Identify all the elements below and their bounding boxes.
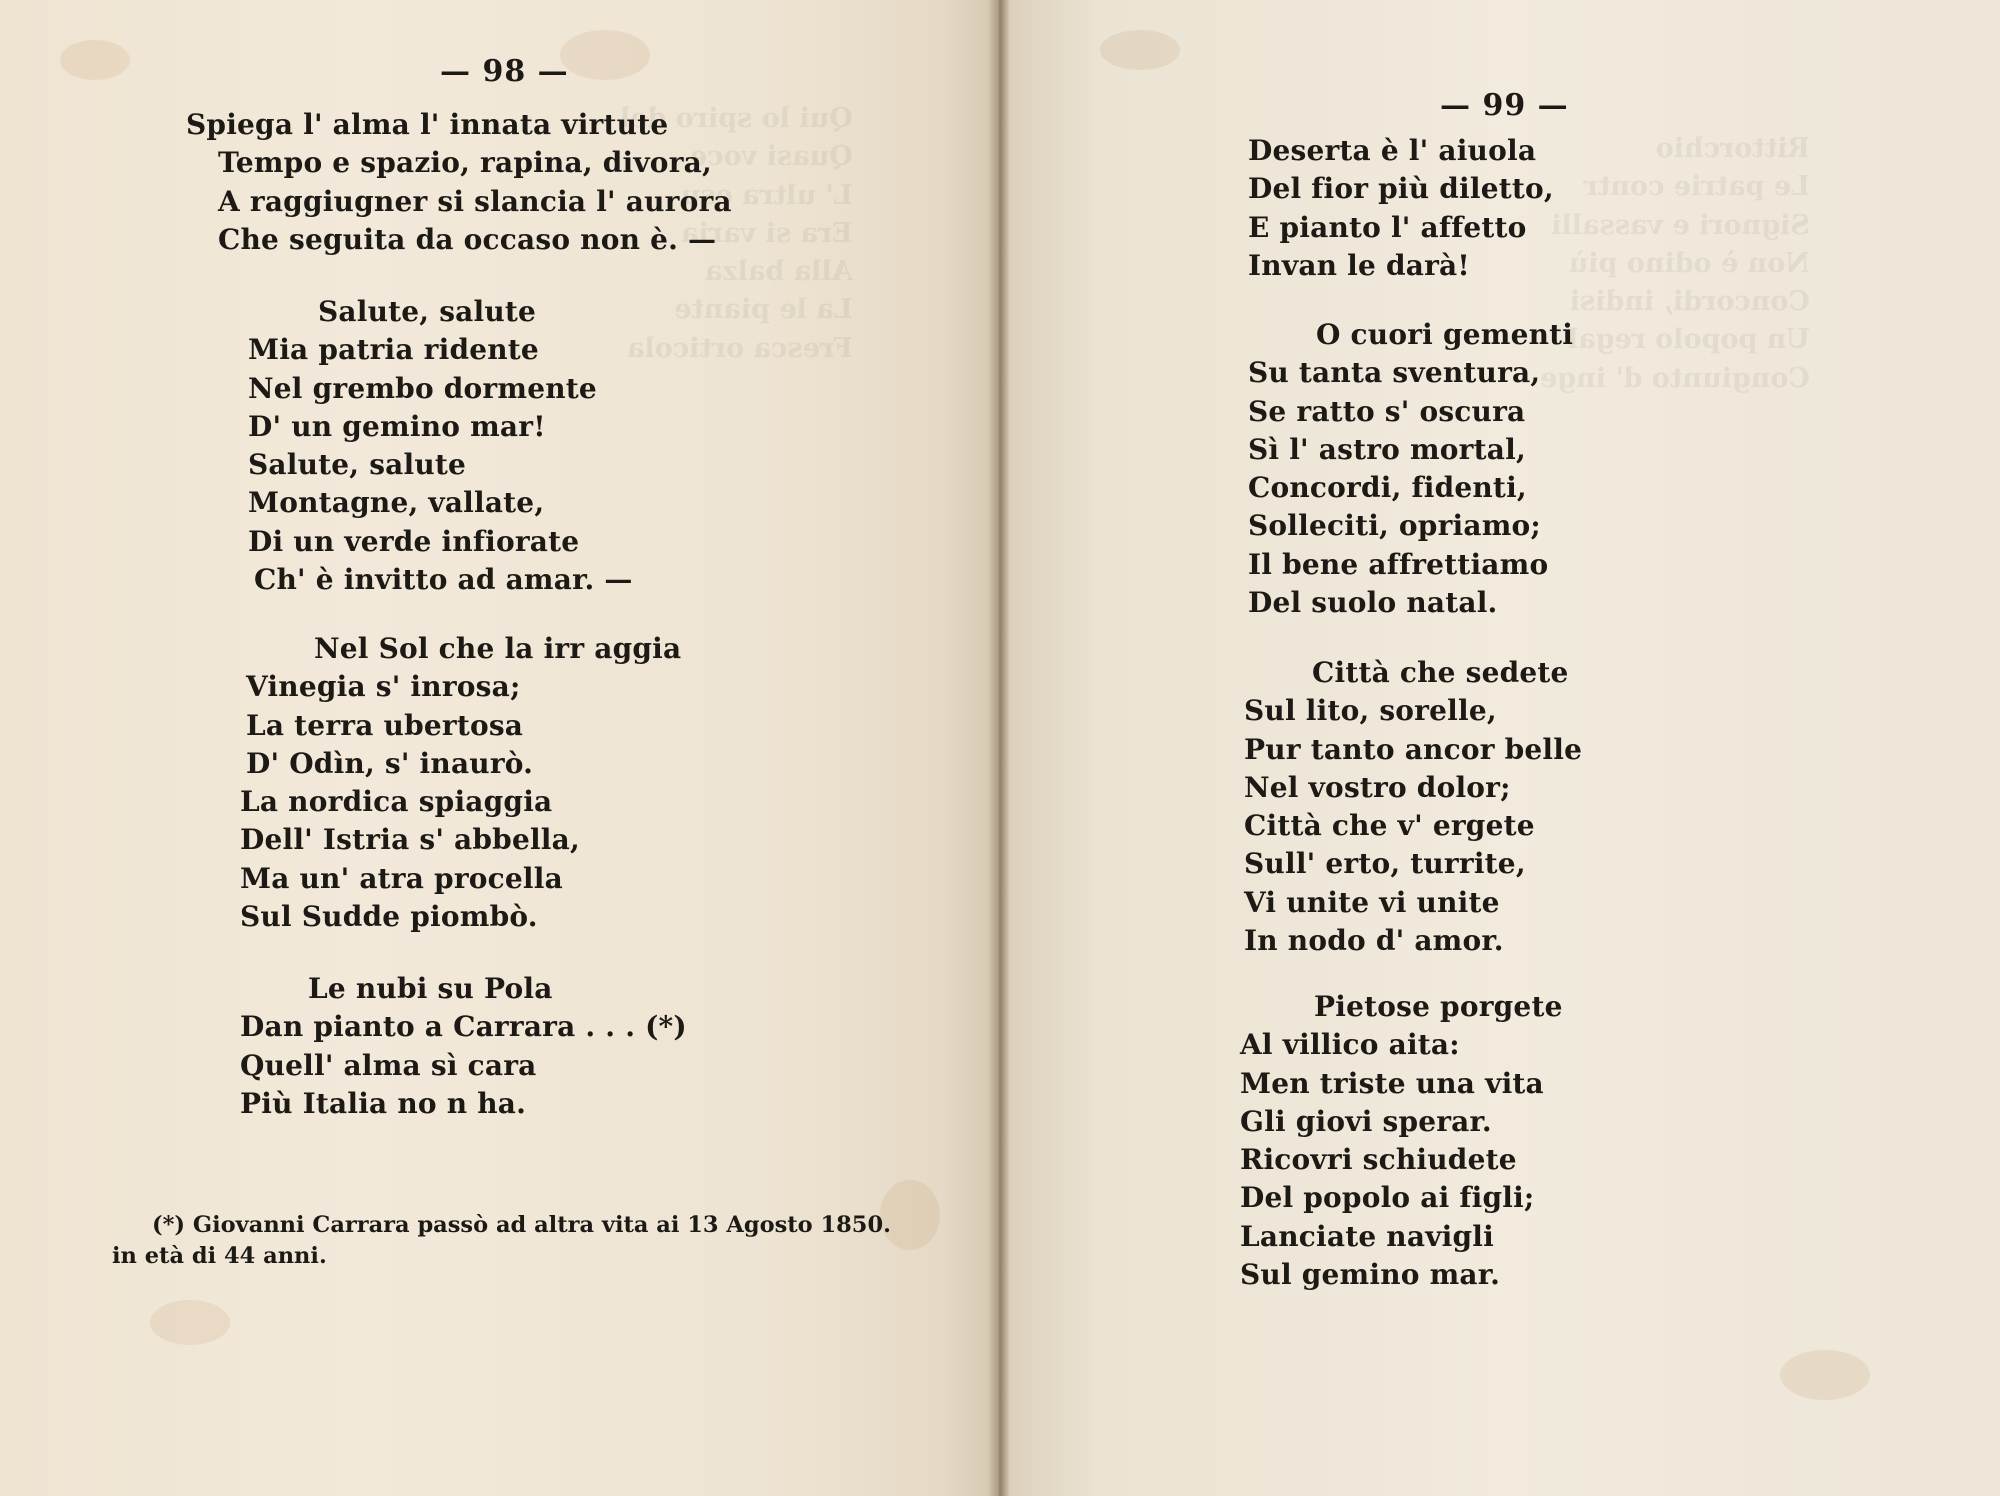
stanza-3 xyxy=(1244,654,1582,960)
show-through-right: Rittorchio Le patrie contr Signori e vassalli Non è odino più Concordi, indisi Un popolo regal Congiunto d' inge xyxy=(1540,133,1810,394)
footnote-line: in età di 44 anni. xyxy=(112,1243,327,1269)
stanza-4 xyxy=(1240,988,1563,1294)
page-number: — 98 — xyxy=(440,54,569,89)
verse-line: Deserta è l' aiuola xyxy=(1248,134,1537,167)
footnote-line: (*) Giovanni Carrara passò ad altra vita ai 13 Agosto 1850. xyxy=(152,1212,891,1238)
verse-line: Il bene affrettiamo xyxy=(1248,547,1549,581)
verse-line: Invan le darà! xyxy=(1248,248,1470,282)
verse-line: Solleciti, opriamo; xyxy=(1248,509,1541,543)
verse-line: Salute, salute xyxy=(248,448,467,482)
verse-line: Sul gemino mar. xyxy=(1240,1258,1501,1292)
verse-line: E pianto l' affetto xyxy=(1248,210,1527,244)
verse-line: D' un gemino mar! xyxy=(248,409,546,443)
verse-line: Dan pianto a Carrara . . . (*) xyxy=(240,1010,687,1044)
verse-line: Ricovri schiudete xyxy=(1240,1143,1517,1177)
verse-line: Vinegia s' inrosa; xyxy=(246,670,521,704)
stanza-3 xyxy=(240,630,681,936)
verse-line: Nel vostro dolor; xyxy=(1244,770,1511,804)
verse-line: Sull' erto, turrite, xyxy=(1244,847,1526,881)
stanza-1 xyxy=(186,106,732,259)
verse-line: Nel Sol che la irr aggia xyxy=(314,632,682,665)
right-page xyxy=(1004,0,2000,1496)
footnote xyxy=(112,1210,891,1272)
verse-line: Al villico aita: xyxy=(1240,1028,1460,1062)
verse-line: Montagne, vallate, xyxy=(248,486,545,520)
verse-line: Più Italia no n ha. xyxy=(240,1086,527,1120)
verse-line: Salute, salute xyxy=(318,295,537,328)
verse-line: Tempo e spazio, rapina, divora, xyxy=(218,146,712,180)
stanza-2 xyxy=(1248,316,1573,622)
verse-line: La nordica spiaggia xyxy=(240,785,553,819)
left-page xyxy=(0,0,992,1496)
verse-line: Lanciate navigli xyxy=(1240,1219,1494,1253)
verse-line: Sul lito, sorelle, xyxy=(1244,694,1497,728)
verse-line: Quell' alma sì cara xyxy=(240,1048,537,1082)
verse-line: La terra ubertosa xyxy=(246,708,524,742)
verse-line: In nodo d' amor. xyxy=(1244,924,1504,958)
verse-line: O cuori gementi xyxy=(1316,318,1574,351)
verse-line: Che seguita da occaso non è. — xyxy=(218,222,717,256)
page-number: — 99 — xyxy=(1440,88,1569,123)
verse-line: Di un verde infiorate xyxy=(248,524,580,558)
verse-line: Del suolo natal. xyxy=(1248,586,1498,620)
verse-line: D' Odìn, s' inaurò. xyxy=(246,746,534,780)
verse-line: Città che v' ergete xyxy=(1244,809,1535,843)
show-through-left: Qui lo spiro del Quasi voce L' ultra esu Era si varia Alla balza La le piante Fresca orticola xyxy=(620,103,853,364)
verse-line: Concordi, fidenti, xyxy=(1248,471,1527,505)
verse-line: Sul Sudde piombò. xyxy=(240,900,538,934)
verse-line: Mia patria ridente xyxy=(248,333,539,367)
verse-line: Pur tanto ancor belle xyxy=(1244,732,1583,766)
verse-line: Ma un' atra procella xyxy=(240,861,563,895)
verse-line: Nel grembo dormente xyxy=(248,371,597,405)
verse-line: Dell' Istria s' abbella, xyxy=(240,823,580,857)
stanza-1 xyxy=(1248,132,1554,285)
verse-line: Città che sedete xyxy=(1312,656,1569,689)
verse-line: Del popolo ai figli; xyxy=(1240,1181,1535,1215)
verse-line: Sì l' astro mortal, xyxy=(1248,432,1526,466)
stanza-4 xyxy=(240,970,687,1123)
stanza-2 xyxy=(248,293,633,599)
verse-line: Su tanta sventura, xyxy=(1248,356,1541,390)
verse-line: Spiega l' alma l' innata virtute xyxy=(186,108,669,141)
verse-line: Del fior più diletto, xyxy=(1248,172,1554,206)
verse-line: Pietose porgete xyxy=(1314,990,1563,1023)
verse-line: Men triste una vita xyxy=(1240,1066,1544,1100)
verse-line: Se ratto s' oscura xyxy=(1248,394,1526,428)
verse-line: Ch' è invitto ad amar. — xyxy=(254,563,633,597)
verse-line: A raggiugner si slancia l' aurora xyxy=(218,184,732,218)
verse-line: Gli giovi sperar. xyxy=(1240,1104,1492,1138)
verse-line: Vi unite vi unite xyxy=(1244,885,1500,919)
verse-line: Le nubi su Pola xyxy=(308,972,553,1005)
